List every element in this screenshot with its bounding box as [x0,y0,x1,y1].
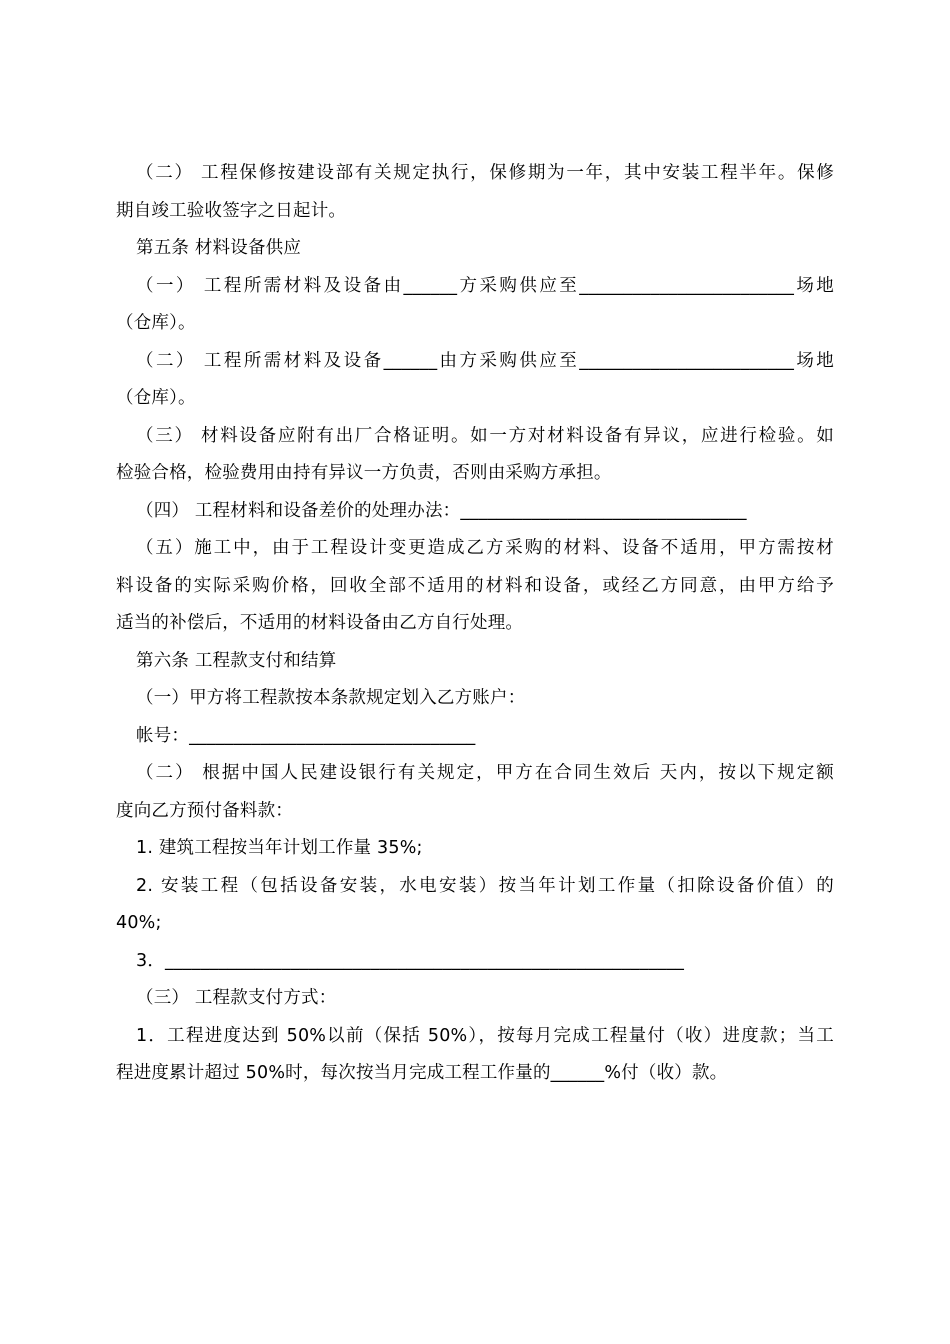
document-line: （一）甲方将工程款按本条款规定划入乙方账户： [136,688,526,708]
document-line: （仓库）。 [116,388,196,408]
document-line: （一） 工程所需材料及设备由______方采购供应至________________________场地 [136,275,834,296]
document-line: （五）施工中，由于工程设计变更造成乙方采购的材料、设备不适用，甲方需按材 [136,538,834,558]
document-line: （四） 工程材料和设备差价的处理办法：________________________________ [136,500,747,521]
document-line: 40%; [116,913,162,933]
document-line: （二） 工程所需材料及设备______由方采购供应至________________________场地 [136,350,834,371]
document-body [116,155,834,1093]
document-line: （二） 工程保修按建设部有关规定执行，保修期为一年，其中安装工程半年。保修 [136,163,834,183]
document-line: 检验合格，检验费用由持有异议一方负责，否则由采购方承担。 [116,463,612,483]
document-line: 程进度累计超过 50%时，每次按当月完成工程工作量的______%付（收）款。 [116,1063,728,1083]
document-line: 第六条 工程款支付和结算 [136,650,337,671]
document-line: （三） 工程款支付方式： [136,988,337,1008]
document-line: 料设备的实际采购价格，回收全部不适用的材料和设备，或经乙方同意，由甲方给予 [116,575,834,596]
document-line: 2. 安装工程（包括设备安装，水电安装）按当年计划工作量（扣除设备价值）的 [136,875,834,896]
document-line: 1．工程进度达到 50%以前（保括 50%），按每月完成工程量付（收）进度款；当工 [136,1025,834,1046]
document-line: （三） 材料设备应附有出厂合格证明。如一方对材料设备有异议，应进行检验。如 [136,425,834,446]
document-line: 3．__________________________________________________________ [136,950,685,971]
document-line: 帐号：________________________________ [136,725,476,746]
document-line: 度向乙方预付备料款： [116,800,293,821]
document-line: 1. 建筑工程按当年计划工作量 35%; [136,838,423,858]
document-line: 期自竣工验收签字之日起计。 [116,200,347,221]
document-line: （二） 根据中国人民建设银行有关规定，甲方在合同生效后 天内，按以下规定额 [136,763,834,783]
document-line: 第五条 材料设备供应 [136,238,302,258]
document-line: 适当的补偿后，不适用的材料设备由乙方自行处理。 [116,613,524,633]
document-line: （仓库）。 [116,313,196,333]
